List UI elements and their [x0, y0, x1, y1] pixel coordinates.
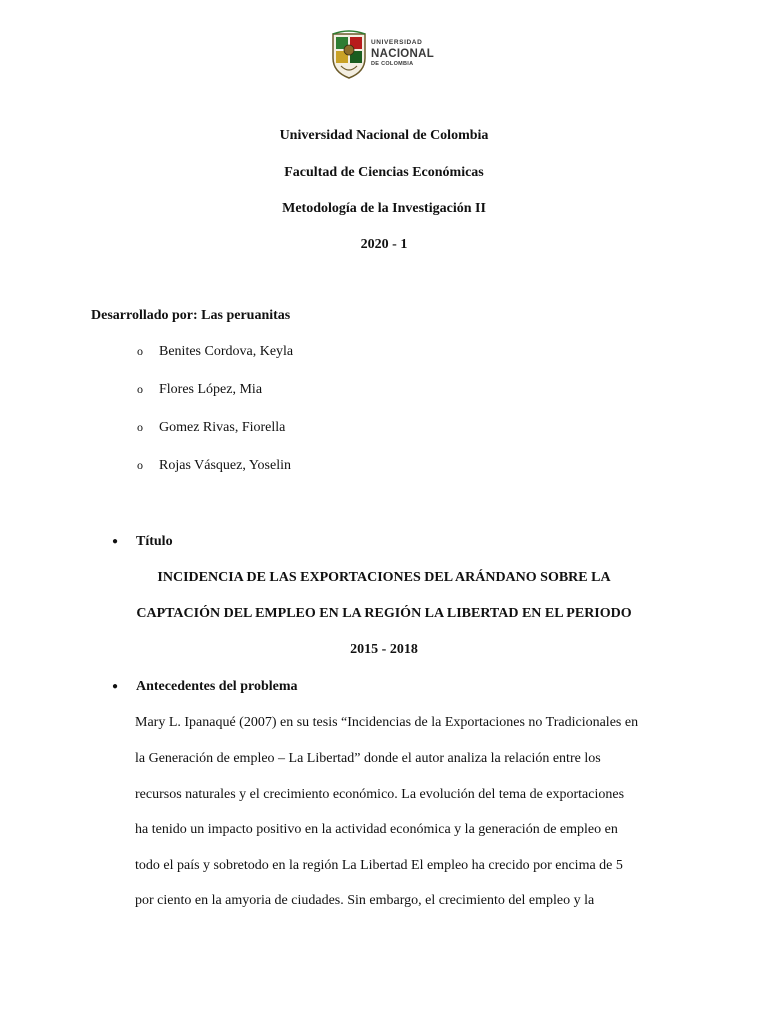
paragraph-line: todo el país y sobretodo en la región La Libertad El empleo ha crecido por encima de 5 — [135, 858, 623, 873]
course-name: Metodología de la Investigación II — [282, 201, 486, 216]
paragraph-line: la Generación de empleo – La Libertad” donde el autor analiza la relación entre los — [135, 751, 601, 766]
thesis-title-line: INCIDENCIA DE LAS EXPORTACIONES DEL ARÁNDANO SOBRE LA — [157, 570, 611, 585]
thesis-title-line: 2015 - 2018 — [350, 642, 418, 657]
author-item — [137, 420, 285, 436]
background-heading-text: Antecedentes del problema — [136, 679, 298, 694]
paragraph-line: recursos naturales y el crecimiento económico. La evolución del tema de exportaciones — [135, 787, 625, 802]
paragraph-line: ha tenido un impacto positivo en la actividad económica y la generación de empleo en — [135, 822, 618, 837]
author-name: Benites Cordova, Keyla — [159, 344, 294, 359]
paragraph-line: Mary L. Ipanaqué (2007) en su tesis “Incidencias de la Exportaciones no Tradicionales en — [135, 715, 639, 730]
list-marker: o — [137, 382, 143, 396]
logo-line-1: UNIVERSIDAD — [371, 39, 423, 46]
bullet-icon: ● — [112, 536, 119, 547]
university-name: Universidad Nacional de Colombia — [279, 128, 489, 143]
author-item — [137, 382, 262, 398]
title-heading-text: Título — [136, 534, 173, 549]
academic-period: 2020 - 1 — [360, 237, 408, 252]
paragraph-line: por ciento en la amyoria de ciudades. Sin embargo, el crecimiento del empleo y la — [135, 893, 595, 908]
university-logo — [331, 30, 443, 82]
developed-by: Desarrollado por: Las peruanitas — [91, 308, 291, 323]
list-marker: o — [137, 420, 143, 434]
list-marker: o — [137, 458, 143, 472]
logo-wordmark — [371, 40, 434, 68]
logo-line-3: DE COLOMBIA — [371, 61, 414, 67]
list-marker: o — [137, 344, 143, 358]
author-item — [137, 344, 293, 360]
bullet-icon: ● — [112, 681, 119, 692]
thesis-title-line: CAPTACIÓN DEL EMPLEO EN LA REGIÓN LA LIBERTAD EN EL PERIODO — [136, 606, 632, 621]
author-name: Gomez Rivas, Fiorella — [159, 420, 286, 435]
faculty-name: Facultad de Ciencias Económicas — [284, 165, 484, 180]
background-section-heading — [112, 679, 298, 695]
author-name: Rojas Vásquez, Yoselin — [159, 458, 291, 473]
author-item — [137, 458, 291, 474]
logo-line-2: NACIONAL — [371, 47, 435, 60]
title-section-heading — [112, 534, 173, 550]
author-name: Flores López, Mia — [159, 382, 263, 397]
university-shield-icon — [331, 30, 367, 80]
